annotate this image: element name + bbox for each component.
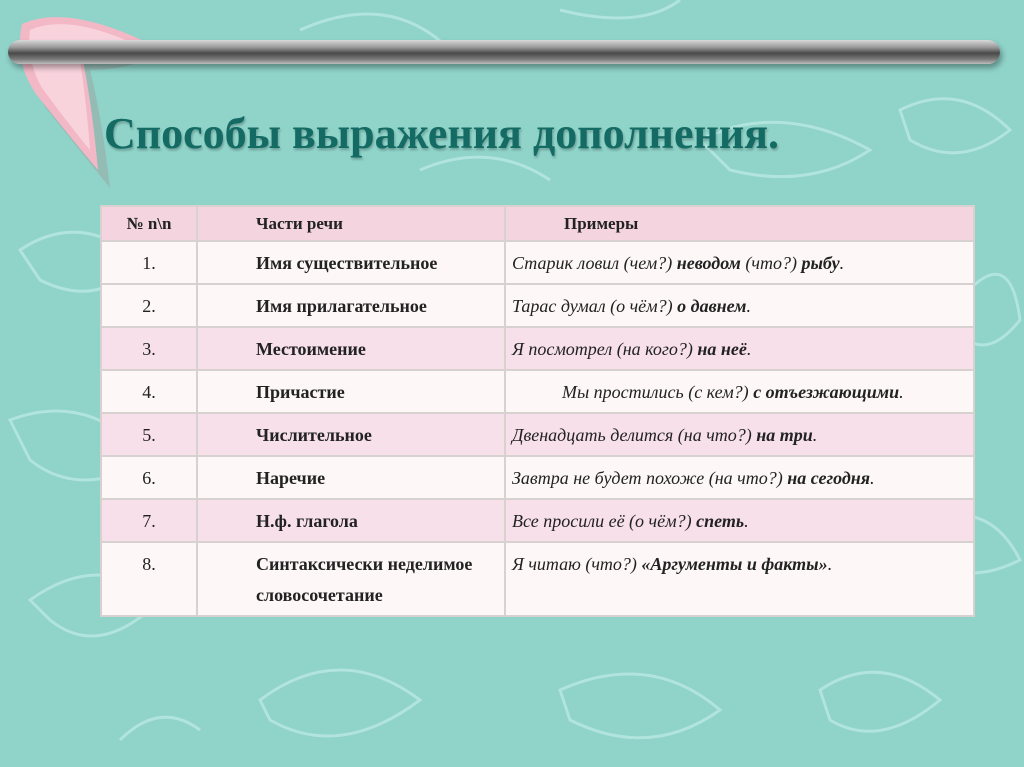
example: Тарас думал (о чём?) о давнем. [505,284,974,327]
row-number: 8. [101,542,197,616]
table-row [101,542,974,616]
part-of-speech: Наречие [197,456,505,499]
page-title: Способы выражения дополнения. [104,109,780,158]
row-number: 3. [101,327,197,370]
table-row [101,456,974,499]
row-number: 6. [101,456,197,499]
example: Двенадцать делится (на что?) на три. [505,413,974,456]
part-of-speech: Синтаксически неделимое словосочетание [197,542,505,616]
example: Все просили её (о чём?) спеть. [505,499,974,542]
row-number: 7. [101,499,197,542]
example: Я читаю (что?) «Аргументы и факты». [505,542,974,616]
example: Я посмотрел (на кого?) на неё. [505,327,974,370]
decorative-bar [8,40,1000,64]
complements-table [100,205,975,617]
part-of-speech: Имя прилагательное [197,284,505,327]
example: Мы простились (с кем?) с отъезжающими. [505,370,974,413]
table-row [101,284,974,327]
table-row [101,370,974,413]
row-number: 2. [101,284,197,327]
row-number: 1. [101,241,197,284]
boomerang-decoration [0,0,170,200]
part-of-speech: Имя существительное [197,241,505,284]
part-of-speech: Числительное [197,413,505,456]
header-num: № n\n [101,206,197,241]
table-row [101,327,974,370]
table-row [101,413,974,456]
example: Завтра не будет похоже (на что?) на сегодня. [505,456,974,499]
row-number: 4. [101,370,197,413]
row-number: 5. [101,413,197,456]
part-of-speech: Местоимение [197,327,505,370]
table-row [101,241,974,284]
header-parts-of-speech: Части речи [197,206,505,241]
header-examples: Примеры [505,206,974,241]
example: Старик ловил (чем?) неводом (что?) рыбу. [505,241,974,284]
part-of-speech: Н.ф. глагола [197,499,505,542]
header-row [101,206,974,241]
part-of-speech: Причастие [197,370,505,413]
table-row [101,499,974,542]
